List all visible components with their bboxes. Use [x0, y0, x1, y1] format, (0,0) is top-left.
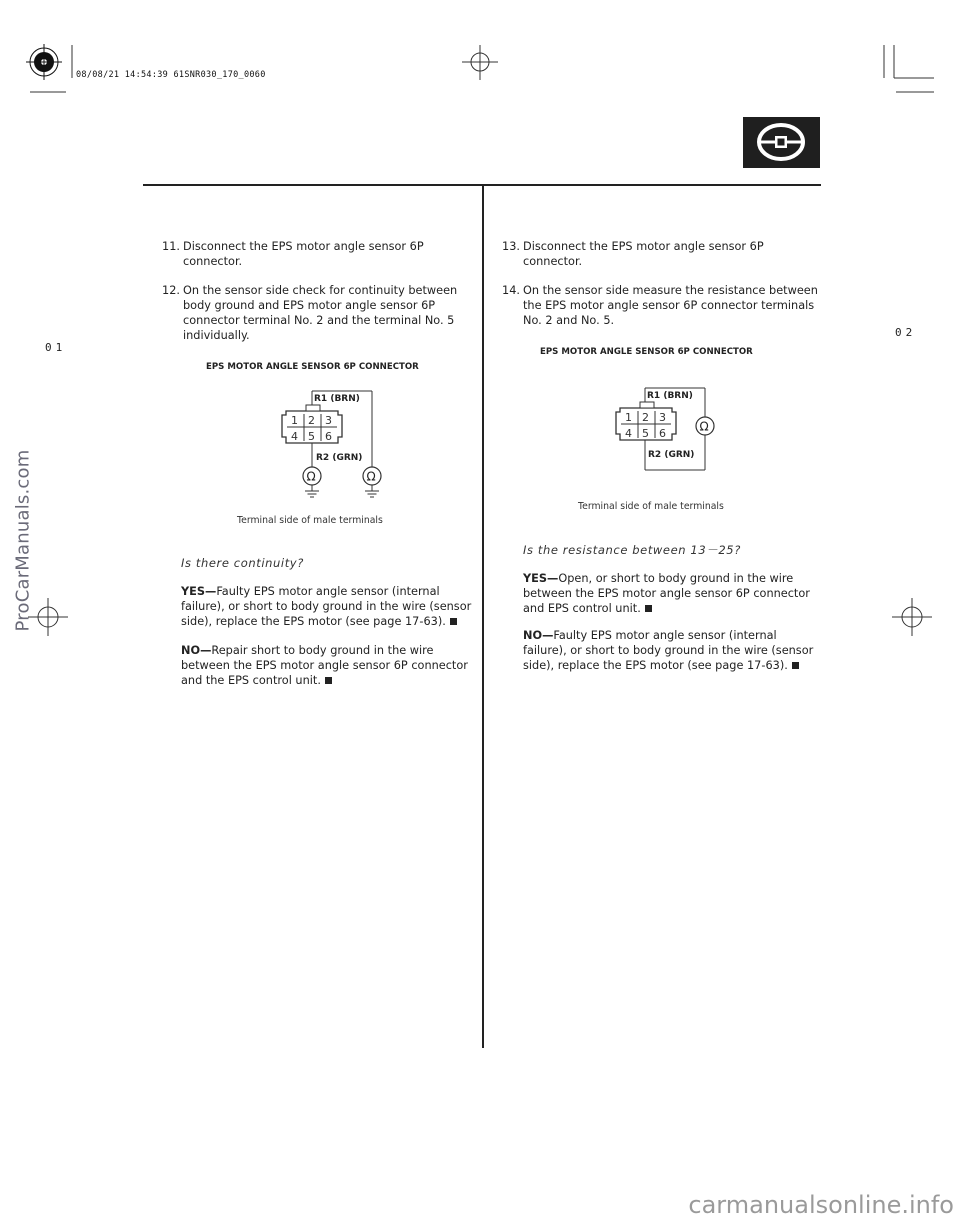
answer-line: Faulty EPS motor angle sensor (internal	[553, 629, 777, 642]
step-text-line: Disconnect the EPS motor angle sensor 6P	[183, 240, 424, 253]
answer-line: side), replace the EPS motor (see page 17-63).	[181, 615, 446, 628]
steering-wheel-icon	[743, 117, 820, 168]
terminal-6: 6	[659, 427, 666, 440]
crosshair-right	[892, 598, 932, 636]
step-text-line: On the sensor side check for continuity between	[183, 284, 458, 297]
step-text-line: No. 2 and No. 5.	[523, 314, 615, 327]
terminal-6: 6	[325, 430, 332, 443]
end-mark-icon	[792, 662, 799, 669]
step-14	[498, 283, 818, 331]
page-mark-right: 02	[895, 326, 917, 339]
terminal-4: 4	[291, 430, 298, 443]
terminal-1: 1	[291, 414, 298, 427]
yes-label: YES	[181, 585, 206, 598]
terminal-3: 3	[659, 411, 666, 424]
r1-label: R1 (BRN)	[314, 394, 360, 404]
page-mark-left: 01	[45, 341, 67, 354]
ground-icon	[365, 491, 379, 497]
step-text-line: connector terminal No. 2 and the terminal No. 5	[183, 314, 455, 327]
answer-line: failure), or short to body ground in the wire (sensor	[181, 600, 472, 613]
no-label: NO	[523, 629, 543, 642]
crosshair-top	[462, 45, 498, 80]
connector-diagram-right	[604, 382, 734, 477]
answer-line: failure), or short to body ground in the wire (sensor	[523, 644, 814, 657]
watermark-bottom: carmanualsonline.info	[688, 1191, 954, 1219]
step-11	[158, 239, 478, 271]
answer-line: side), replace the EPS motor (see page 17-63).	[523, 659, 788, 672]
step-number: 11.	[162, 240, 180, 253]
ohmmeter-icon	[696, 417, 714, 435]
no-label: NO	[181, 644, 201, 657]
ground-icon	[305, 491, 319, 497]
terminal-5: 5	[308, 430, 315, 443]
r2-label: R2 (GRN)	[648, 450, 695, 460]
step-text-line: body ground and EPS motor angle sensor 6P	[183, 299, 436, 312]
step-text-line: connector.	[523, 255, 583, 268]
answer-line: between the EPS motor angle sensor 6P connector	[523, 587, 810, 600]
r1-label: R1 (BRN)	[647, 391, 693, 401]
connector-diagram-left	[270, 385, 400, 500]
terminal-2: 2	[308, 414, 315, 427]
column-divider	[482, 186, 484, 1048]
answer-line: and EPS control unit.	[523, 602, 641, 615]
end-mark-icon	[325, 677, 332, 684]
step-number: 13.	[502, 240, 520, 253]
step-text-line: individually.	[183, 329, 250, 342]
connector-6p	[282, 405, 342, 443]
yes-dash: —	[547, 572, 559, 585]
step-text-line: the EPS motor angle sensor 6P connector terminals	[523, 299, 815, 312]
answer-line: Open, or short to body ground in the wire	[558, 572, 794, 585]
answer-yes-left	[181, 584, 471, 629]
diagram-caption-left: Terminal side of male terminals	[237, 515, 383, 526]
yes-dash: —	[205, 585, 217, 598]
answer-line: between the EPS motor angle sensor 6P connector	[181, 659, 468, 672]
diagram-title-right: EPS MOTOR ANGLE SENSOR 6P CONNECTOR	[540, 347, 753, 357]
registration-mark-top-left	[26, 44, 62, 80]
ohmmeter-icon	[363, 467, 381, 491]
ohmmeter-icon	[303, 467, 321, 491]
svg-text:Ω: Ω	[366, 469, 376, 484]
no-dash: —	[200, 644, 212, 657]
question-left: Is there continuity?	[181, 556, 304, 570]
answer-line: Faulty EPS motor angle sensor (internal	[216, 585, 440, 598]
step-number: 14.	[502, 284, 520, 297]
svg-text:Ω: Ω	[306, 469, 316, 484]
diagram-title-left: EPS MOTOR ANGLE SENSOR 6P CONNECTOR	[206, 362, 419, 372]
step-12	[158, 283, 478, 347]
question-right: Is the resistance between 13－25?	[523, 543, 741, 557]
end-mark-icon	[645, 605, 652, 612]
step-13	[498, 239, 818, 271]
crosshair-left	[28, 598, 68, 636]
watermark-side: ProCarManuals.com	[12, 449, 34, 632]
end-mark-icon	[450, 618, 457, 625]
terminal-4: 4	[625, 427, 632, 440]
print-stamp: 08/08/21 14:54:39 61SNR030_170_0060	[76, 70, 266, 80]
answer-no-left	[181, 643, 468, 688]
step-text-line: connector.	[183, 255, 243, 268]
step-text-line: Disconnect the EPS motor angle sensor 6P	[523, 240, 764, 253]
answer-no-right	[523, 628, 813, 673]
terminal-2: 2	[642, 411, 649, 424]
connector-6p	[616, 402, 676, 440]
diagram-caption-right: Terminal side of male terminals	[578, 501, 724, 512]
answer-yes-right	[523, 571, 810, 616]
svg-text:Ω: Ω	[699, 419, 709, 434]
answer-line: Repair short to body ground in the wire	[211, 644, 434, 657]
answer-line: and the EPS control unit.	[181, 674, 321, 687]
yes-label: YES	[523, 572, 548, 585]
r2-label: R2 (GRN)	[316, 453, 363, 463]
terminal-3: 3	[325, 414, 332, 427]
terminal-5: 5	[642, 427, 649, 440]
terminal-1: 1	[625, 411, 632, 424]
step-text-line: On the sensor side measure the resistance between	[523, 284, 818, 297]
section-icon-box	[743, 117, 820, 168]
step-number: 12.	[162, 284, 180, 297]
no-dash: —	[542, 629, 554, 642]
